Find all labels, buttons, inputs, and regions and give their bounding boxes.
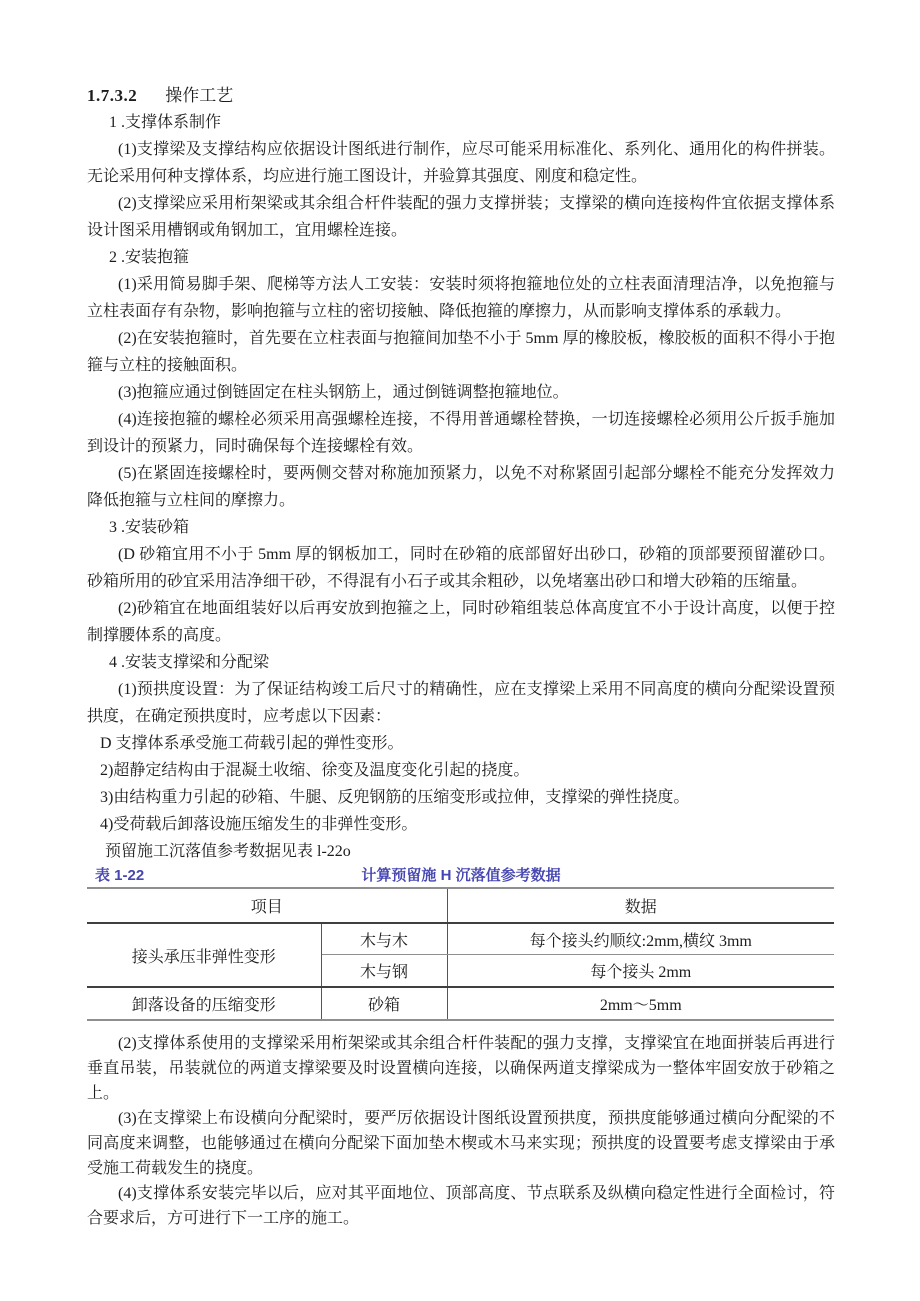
paragraph: (D 砂箱宜用不小于 5mm 厚的钢板加工，同时在砂箱的底部留好出砂口，砂箱的顶部要预留灌砂口。砂箱所用的砂宜采用洁净细干砂，不得混有小石子或其余粗砂，以免堵塞出砂口和增大砂箱的压缩量。 xyxy=(87,546,835,590)
paragraph: (1)采用简易脚手架、爬梯等方法人工安装：安装时须将抱箍地位处的立柱表面清理洁净，以免抱箍与立柱表面存有杂物，影响抱箍与立柱的密切接触、降低抱箍的摩擦力，从而影响支撑体系的承载力。 xyxy=(87,276,835,320)
section-number: 1.7.3.2 xyxy=(87,86,138,105)
list-item-2: 2 .安装抱箍 xyxy=(109,249,190,266)
table-cell-group: 接头承压非弹性变形 xyxy=(87,923,321,987)
paragraph: (2)砂箱宜在地面组装好以后再安放到抱箍之上，同时砂箱组装总体高度宜不小于设计高度，以便于控制撑腰体系的高度。 xyxy=(87,600,835,644)
table-cell-data: 2mm～5mm xyxy=(599,997,682,1014)
sub-list-item: 3)由结构重力引起的砂箱、牛腿、反兜钢筋的压缩变形或拉伸，支撑梁的弹性挠度。 xyxy=(100,789,690,806)
paragraph: (5)在紧固连接螺栓时，要两侧交替对称施加预紧力，以免不对称紧固引起部分螺栓不能充分发挥效力降低抱箍与立柱间的摩擦力。 xyxy=(87,465,835,509)
paragraph: (4)支撑体系安装完毕以后，应对其平面地位、顶部高度、节点联系及纵横向稳定性进行全面检讨，符合要求后，方可进行下一工序的施工。 xyxy=(87,1185,835,1227)
settlement-reference-table xyxy=(87,887,834,1021)
table-cell-sub: 木与钢 xyxy=(321,955,447,988)
table-cell-data: 每个接头 2mm xyxy=(447,955,834,988)
table-caption-title: 计算预留施 H 沉落值参考数据 xyxy=(361,867,561,884)
table-cell-data: 每个接头约顺纹:2mm,横纹 3mm xyxy=(447,923,834,955)
paragraph: (1)预拱度设置：为了保证结构竣工后尺寸的精确性，应在支撑梁上采用不同高度的横向分配梁设置预拱度，在确定预拱度时，应考虑以下因素： xyxy=(87,681,835,725)
table-reference-note: 预留施工沉落值参考数据见表 l-22o xyxy=(105,843,351,860)
paragraph: (4)连接抱箍的螺栓必须采用高强螺栓连接，不得用普通螺栓替换，一切连接螺栓必须用公斤扳手施加到设计的预紧力，同时确保每个连接螺栓有效。 xyxy=(87,411,835,455)
after-table-section xyxy=(87,1031,835,1231)
table-header-item: 项目 xyxy=(87,888,447,923)
paragraph: (2)支撑体系使用的支撑梁采用桁架梁或其余组合杆件装配的强力支撑，支撑梁宜在地面拼装后再进行垂直吊装，吊装就位的两道支撑梁要及时设置横向连接，以确保两道支撑梁成为一整体牢固安放于砂箱之上。 xyxy=(87,1035,835,1102)
paragraph: (3)抱箍应通过倒链固定在柱头钢筋上，通过倒链调整抱箍地位。 xyxy=(118,384,569,401)
section-title: 操作工艺 xyxy=(165,86,234,105)
table-row xyxy=(87,987,834,1020)
section-heading xyxy=(87,82,835,109)
list-item-3: 3 .安装砂箱 xyxy=(109,519,190,536)
sub-list-item: 2)超静定结构由于混凝土收缩、徐变及温度变化引起的挠度。 xyxy=(100,762,530,779)
sub-list-item: 4)受荷载后卸落设施压缩发生的非弹性变形。 xyxy=(100,816,418,833)
table-header-row xyxy=(87,888,834,923)
table-header-data: 数据 xyxy=(447,888,834,923)
table-cell-sub: 砂箱 xyxy=(321,987,447,1020)
table-row xyxy=(87,923,834,955)
paragraph: (1)支撑梁及支撑结构应依据设计图纸进行制作，应尽可能采用标准化、系列化、通用化的构件拼装。无论采用何种支撑体系，均应进行施工图设计，并验算其强度、刚度和稳定性。 xyxy=(87,141,835,185)
list-item-4: 4 .安装支撑梁和分配梁 xyxy=(109,654,270,671)
paragraph: (2)支撑梁应采用桁架梁或其余组合杆件装配的强力支撑拼装；支撑梁的横向连接构件宜依据支撑体系设计图采用槽钢或角钢加工，宜用螺栓连接。 xyxy=(87,195,835,239)
sub-list-item: D 支撑体系承受施工荷载引起的弹性变形。 xyxy=(100,735,404,752)
table-caption xyxy=(87,865,835,887)
table-cell-group: 卸落设备的压缩变形 xyxy=(87,987,321,1020)
table-caption-label: 表 1-22 xyxy=(95,867,145,884)
list-item-1: 1 .支撑体系制作 xyxy=(109,114,222,131)
table-cell-sub: 木与木 xyxy=(321,923,447,955)
document-body xyxy=(87,82,835,1231)
paragraph: (2)在安装抱箍时，首先要在立柱表面与抱箍间加垫不小于 5mm 厚的橡胶板，橡胶板的面积不得小于抱箍与立柱的接触面积。 xyxy=(87,330,835,374)
paragraph: (3)在支撑梁上布设横向分配梁时，要严厉依据设计图纸设置预拱度，预拱度能够通过横向分配梁的不同高度来调整，也能够通过在横向分配梁下面加垫木楔或木马来实现；预拱度的设置要考虑支撑梁由于承受施工荷载发生的挠度。 xyxy=(87,1110,835,1177)
